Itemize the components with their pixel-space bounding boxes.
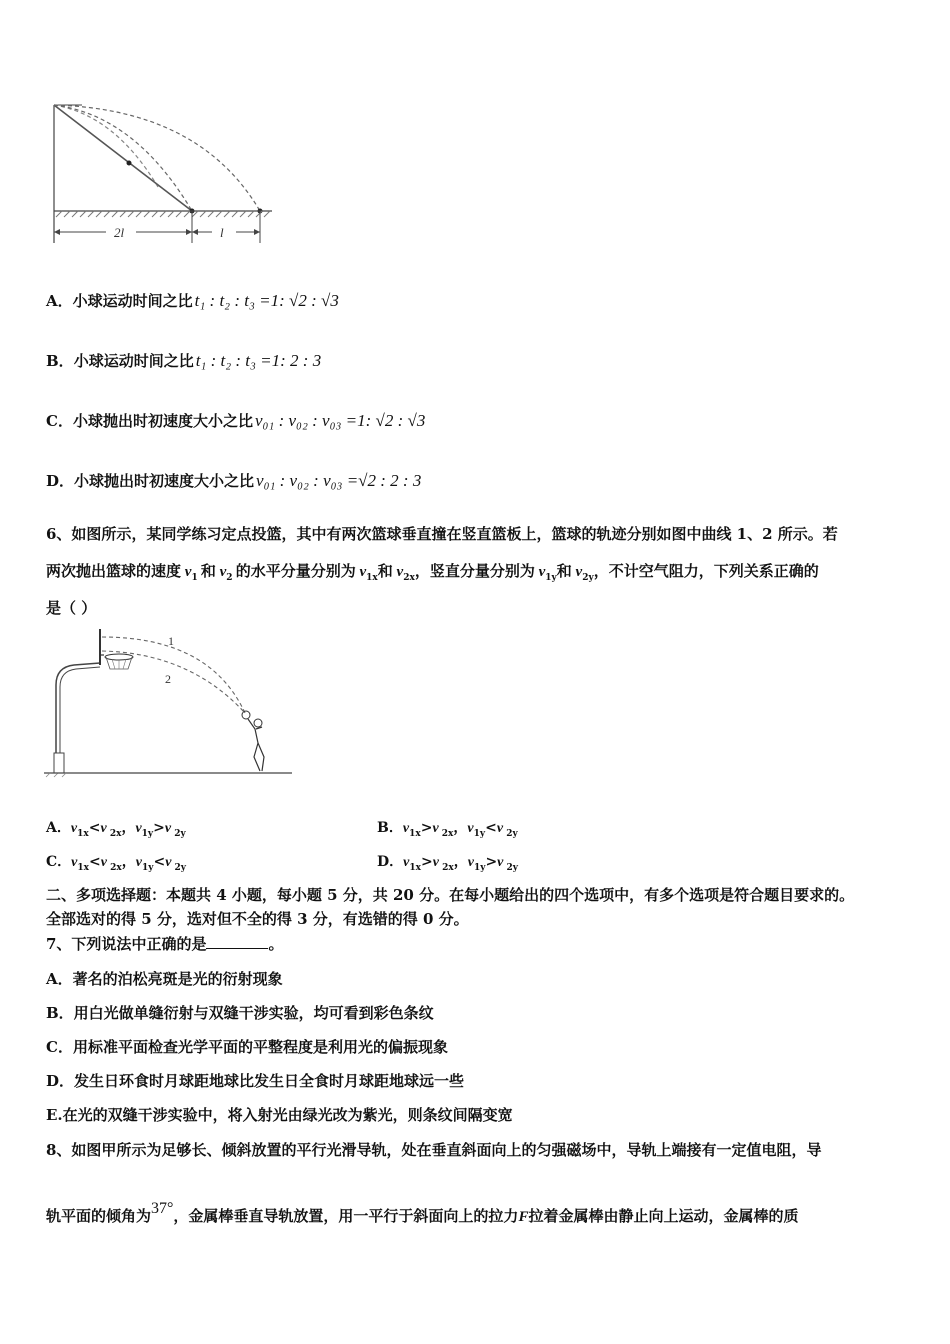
formula: t₁ : t₂ : t₃ =1: 2 : 3	[195, 351, 322, 370]
formula: v₀₁ : v₀₂ : v₀₃ =√2 : 2 : 3	[256, 471, 422, 490]
q7-stem: 7、下列说法中正确的是 。	[46, 935, 284, 953]
q6-option-d[interactable]: D．$v_{1x}>v$ $_{2x}$，$v_{1y}>v$ $_{2y}$	[377, 854, 519, 873]
q6-option-a[interactable]: A．$v_{1x}<v$ $_{2x}$，$v_{1y}>v$ $_{2y}$	[46, 820, 186, 839]
curve-1-label: 1	[168, 634, 174, 648]
q5-option-c[interactable]: C．小球抛出时初速度大小之比 v₀₁ : v₀₂ : v₀₃ =1: √2 : √3	[46, 411, 426, 430]
q5-option-a[interactable]: A．小球运动时间之比 t₁ : t₂ : t₃ =1: √2 : √3	[46, 291, 339, 310]
curve-2-label: 2	[165, 672, 171, 686]
q7-option-d[interactable]: D．发生日环食时月球距地球比发生日全食时月球距地球远一些	[46, 1072, 465, 1090]
q8-stem-line1: 8、如图甲所示为足够长、倾斜放置的平行光滑导轨，处在垂直斜面向上的匀强磁场中，导轨上端接有一定值电阻，导	[46, 1141, 822, 1159]
q7-option-c[interactable]: C．用标准平面检查光学平面的平整程度是利用光的偏振现象	[46, 1038, 448, 1056]
section2-heading-line1: 二、多项选择题：本题共 4 小题，每小题 5 分，共 20 分。在每小题给出的四个选项中，有多个选项是符合题目要求的。	[46, 886, 855, 904]
q5-option-d[interactable]: D．小球抛出时初速度大小之比 v₀₁ : v₀₂ : v₀₃ =√2 : 2 : 3	[46, 471, 422, 490]
q8-stem-line2: 轨平面的倾角为37°，金属棒垂直导轨放置，用一平行于斜面向上的拉力F拉着金属棒由静止向上运动，金属棒的质	[46, 1200, 799, 1225]
q6-option-b[interactable]: B．$v_{1x}>v$ $_{2x}$，$v_{1y}<v$ $_{2y}$	[377, 820, 518, 839]
basketball-figure	[40, 625, 300, 780]
q5-option-b[interactable]: B．小球运动时间之比 t₁ : t₂ : t₃ =1: 2 : 3	[46, 351, 322, 370]
label-2l: 2l	[114, 225, 125, 240]
q7-option-a[interactable]: A．著名的泊松亮斑是光的衍射现象	[46, 970, 283, 988]
formula: t₁ : t₂ : t₃ =1: √2 : √3	[194, 291, 339, 310]
section2-heading-line2: 全部选对的得 5 分，选对但不全的得 3 分，有选错的得 0 分。	[46, 910, 469, 928]
q7-option-e[interactable]: E.在光的双缝干涉实验中，将入射光由绿光改为紫光，则条纹间隔变宽	[46, 1106, 513, 1124]
q6-stem-line1: 6、如图所示，某同学练习定点投篮，其中有两次篮球垂直撞在竖直篮板上，篮球的轨迹分别如图中曲线 1、2 所示。若	[46, 525, 838, 543]
projectile-incline-figure	[40, 95, 290, 250]
answer-blank	[206, 934, 268, 949]
q6-option-c[interactable]: C．$v_{1x}<v$ $_{2x}$，$v_{1y}<v$ $_{2y}$	[46, 854, 187, 873]
label-l: l	[220, 225, 224, 240]
formula: v₀₁ : v₀₂ : v₀₃ =1: √2 : √3	[254, 411, 426, 430]
q6-stem-line3: 是（ ）	[46, 599, 97, 617]
angle-value: 37°	[151, 1200, 174, 1217]
q6-stem-line2: 两次抛出篮球的速度 $v_1$ 和 $v_2$ 的水平分量分别为 $v_{1x}$和 $v_{2x}$，竖直分量分别为 $v_{1y}$和 $v_{2y}$，不计空气阻力，下列关系正确的	[46, 562, 819, 583]
q7-option-b[interactable]: B．用白光做单缝衍射与双缝干涉实验，均可看到彩色条纹	[46, 1004, 434, 1022]
